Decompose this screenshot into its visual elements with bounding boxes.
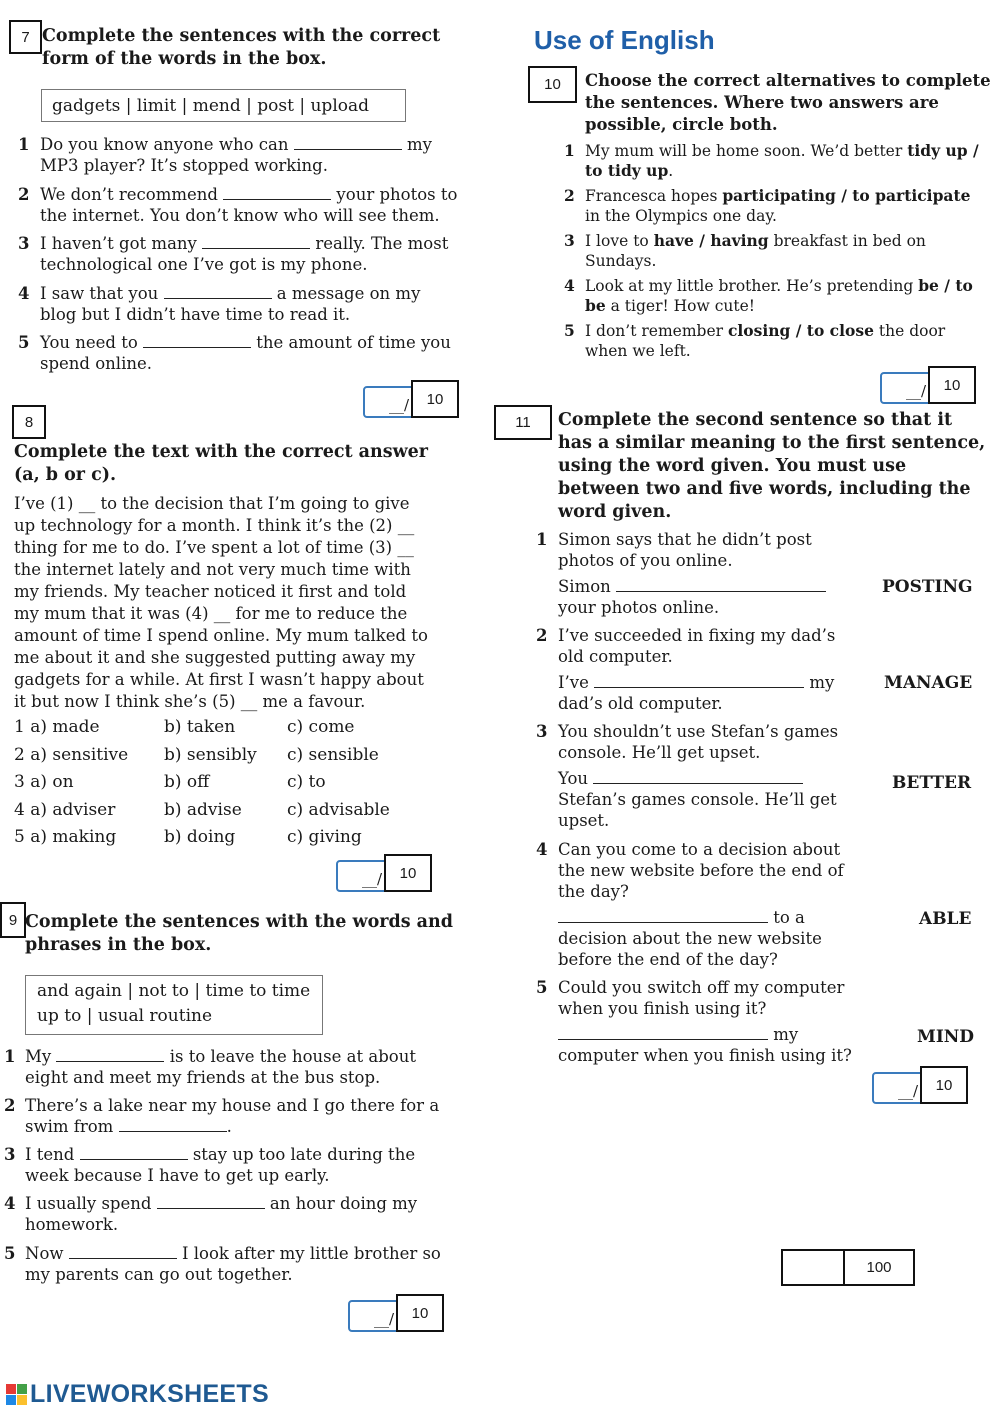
exercise-11-title: Complete the second sentence so that it has a similar meaning to the first sentence, using the word given. You must use between two and five words, including the word given. [558, 410, 986, 522]
exercise-11-item-1: 1 Simon says that he didn’t post photos of you online. Simon your photos online. [536, 529, 856, 618]
exercise-9-item-1: 1 My is to leave the house at about eight and meet my friends at the bus stop. [4, 1047, 416, 1087]
exercise-11-max-score: 10 [920, 1066, 968, 1104]
exercise-9-item-2: 2 There’s a lake near my house and I go there for a swim from . [4, 1096, 440, 1136]
answer-blank[interactable] [202, 234, 310, 249]
key-word: MANAGE [884, 673, 973, 693]
exercise-7-word-box: gadgets | limit | mend | post | upload [41, 89, 406, 122]
exercise-10-number: 10 [528, 66, 577, 103]
exercise-9-item-3: 3 I tend stay up too late during the week because I have to get up early. [4, 1145, 416, 1185]
exercise-10-title: Choose the correct alternatives to complete the sentences. Where two answers are possible, circle both. [585, 71, 991, 134]
answer-blank[interactable] [558, 1025, 768, 1040]
answer-blank[interactable] [616, 577, 826, 592]
exercise-7-number: 7 [9, 20, 42, 54]
exercise-9-word-box: and again | not to | time to time up to | usual routine [25, 975, 323, 1035]
answer-blank[interactable] [223, 185, 331, 200]
liveworksheets-logo[interactable] [6, 1380, 269, 1409]
exercise-9-title: Complete the sentences with the words and phrases in the box. [25, 912, 453, 955]
option-row: 1 a) made b) taken c) come [14, 717, 355, 737]
key-word: BETTER [892, 773, 972, 793]
total-score-input[interactable] [783, 1251, 845, 1284]
answer-blank[interactable] [119, 1117, 227, 1132]
exercise-10-item-3: 3 I love to have / having breakfast in bed on Sundays. [564, 231, 926, 270]
answer-blank[interactable] [56, 1047, 164, 1062]
total-score-box[interactable] [781, 1249, 915, 1286]
exercise-10-score[interactable]: __/ 10 [880, 372, 962, 404]
exercise-11-item-4: 4 Can you come to a decision about the new website before the end of the day? to a decision about the new website before the end of the day? [536, 840, 844, 969]
exercise-8-number: 8 [12, 405, 46, 439]
exercise-11-item-5: 5 Could you switch off my computer when you finish using it? my computer when you finish using it? [536, 978, 852, 1065]
answer-blank[interactable] [593, 769, 803, 784]
alternatives[interactable]: closing / to close [727, 321, 874, 340]
key-word: MIND [917, 1027, 975, 1047]
alternatives[interactable]: tidy up / [907, 141, 979, 160]
logo-icon [6, 1384, 27, 1405]
alternatives[interactable]: be / to [918, 276, 973, 295]
option-row: 2 a) sensitive b) sensibly c) sensible [14, 744, 379, 765]
section-heading: Use of English [534, 25, 715, 55]
exercise-8-max-score: 10 [384, 854, 432, 892]
key-word: ABLE [919, 909, 972, 929]
exercise-10-max-score: 10 [928, 366, 976, 404]
exercise-10-item-5: 5 I don’t remember closing / to close the door when we left. [564, 321, 946, 360]
exercise-10-item-2: 2 Francesca hopes participating / to participate in the Olympics one day. [564, 186, 971, 225]
exercise-9-max-score: 10 [396, 1294, 444, 1332]
exercise-7-item-4: 4 I saw that you a message on my blog but I didn’t have time to read it. [18, 284, 421, 324]
exercise-9-score[interactable]: __/ 10 [348, 1300, 430, 1332]
answer-blank[interactable] [294, 135, 402, 150]
exercise-7-item-3: 3 I haven’t got many really. The most technological one I’ve got is my phone. [18, 234, 449, 274]
exercise-9-number: 9 [0, 902, 26, 938]
exercise-11-score[interactable]: __/ 10 [872, 1072, 954, 1104]
exercise-11-number: 11 [494, 405, 552, 440]
alternatives[interactable]: to tidy up [585, 161, 669, 180]
key-word: POSTING [882, 577, 973, 597]
exercise-10-item-1: 1 My mum will be home soon. We’d better tidy up / to tidy up. [564, 141, 979, 180]
option-row: 3 a) on b) off c) to [14, 772, 326, 792]
alternatives[interactable]: be [585, 296, 606, 315]
exercise-8-title: Complete the text with the correct answer (a, b or c). [14, 442, 429, 485]
exercise-7-item-1: 1 Do you know anyone who can my MP3 player? It’s stopped working. [18, 135, 432, 175]
exercise-8-options [14, 714, 434, 852]
exercise-9-item-5: 5 Now I look after my little brother so my parents can go out together. [4, 1244, 441, 1284]
option-row: 4 a) adviser b) advise c) advisable [14, 799, 390, 820]
answer-blank[interactable] [80, 1145, 188, 1160]
exercise-7-title: Complete the sentences with the correct form of the words in the box. [42, 26, 441, 69]
exercise-7-max-score: 10 [411, 380, 459, 418]
answer-blank[interactable] [164, 284, 272, 299]
exercise-8-text: I’ve (1) __ to the decision that I’m going to give up technology for a month. I think it’s the (2) __ thing for me to do. I’ve spent a lot of time (3) __ the internet lately and not very much time with my friends. My teacher noticed it first and told my mum that it was (4) __ for me to reduce the amount of time I spend online. My mum talked to me about it and she suggested putting away my gadgets for a while. At first I wasn’t happy about it but now I think she’s (5) __ me a favour. [14, 494, 428, 711]
exercise-11-item-3: 3 You shouldn’t use Stefan’s games console. He’ll get upset. You Stefan’s games console. He’ll get upset. [536, 722, 839, 830]
answer-blank[interactable] [157, 1194, 265, 1209]
exercise-9-item-4: 4 I usually spend an hour doing my homework. [4, 1194, 418, 1234]
exercise-11-item-2: 2 I’ve succeeded in fixing my dad’s old computer. I’ve my dad’s old computer. [536, 626, 836, 713]
exercise-8-score[interactable]: __/ 10 [336, 860, 418, 892]
exercise-7-item-2: 2 We don’t recommend your photos to the internet. You don’t know who will see them. [18, 185, 458, 225]
answer-blank[interactable] [143, 333, 251, 348]
answer-blank[interactable] [594, 673, 804, 688]
logo-text: LIVEWORKSHEETS [30, 1380, 269, 1408]
option-row: 5 a) making b) doing c) giving [14, 827, 362, 847]
exercise-7-score[interactable]: __/ 10 [363, 386, 445, 418]
answer-blank[interactable] [69, 1244, 177, 1259]
exercise-10-item-4: 4 Look at my little brother. He’s pretending be / to be a tiger! How cute! [564, 276, 973, 315]
total-score-max: 100 [866, 1259, 892, 1276]
alternatives[interactable]: participating / to participate [722, 186, 971, 205]
exercise-7-item-5: 5 You need to the amount of time you spend online. [18, 333, 451, 373]
answer-blank[interactable] [558, 908, 768, 923]
alternatives[interactable]: have / having [653, 231, 769, 250]
